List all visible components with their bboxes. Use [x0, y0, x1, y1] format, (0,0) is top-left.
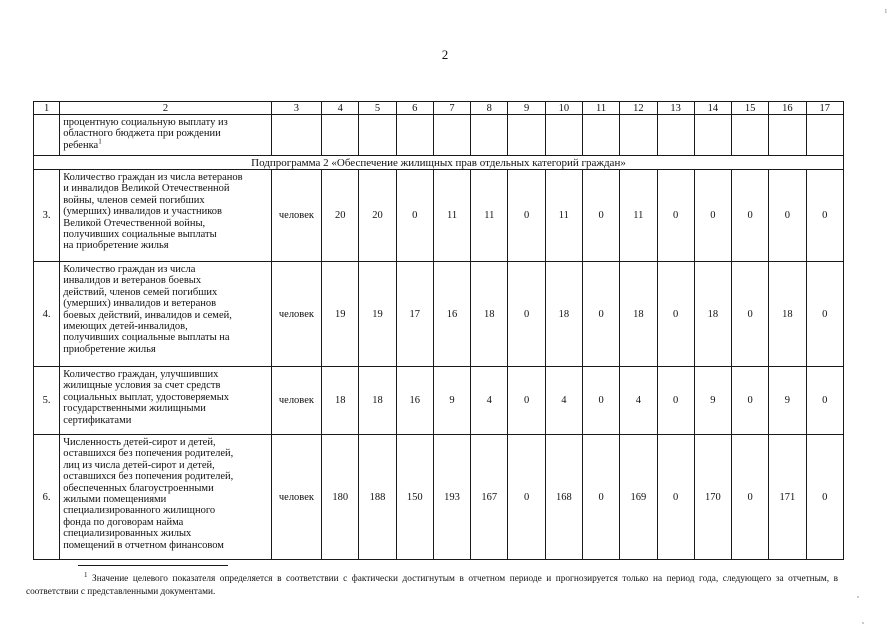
value-cell: 0 — [657, 435, 694, 560]
row-number-cell: 4. — [34, 262, 60, 367]
value-cell: 11 — [433, 170, 470, 262]
value-cell: 17 — [396, 262, 433, 367]
value-cell: 171 — [769, 435, 806, 560]
value-cell: 0 — [508, 435, 545, 560]
value-cell: 0 — [396, 170, 433, 262]
value-cell: 170 — [694, 435, 731, 560]
column-number-cell: 5 — [359, 102, 396, 115]
empty-value-cell — [806, 115, 843, 156]
indicator-name-line: фонда по договорам найма — [63, 516, 184, 528]
empty-value-cell — [694, 115, 731, 156]
empty-value-cell — [271, 115, 321, 156]
value-cell: 4 — [545, 367, 582, 435]
indicator-name-line: областного бюджета при рождении — [63, 128, 221, 140]
value-cell: 0 — [806, 170, 843, 262]
page-number: 2 — [441, 47, 449, 62]
value-cell: 0 — [508, 170, 545, 262]
value-cell: 188 — [359, 435, 396, 560]
subprogram-heading-row — [34, 156, 844, 170]
empty-value-cell — [545, 115, 582, 156]
unit-cell: человек — [271, 367, 321, 435]
indicator-name-line: Численность детей-сирот и детей, — [63, 437, 216, 448]
empty-value-cell — [508, 115, 545, 156]
indicator-name-line: специализированных жилых — [63, 528, 192, 540]
value-cell: 16 — [396, 367, 433, 435]
value-cell: 11 — [620, 170, 657, 262]
value-cell: 0 — [732, 435, 769, 560]
value-cell: 16 — [433, 262, 470, 367]
indicator-name-line: процентную социальную выплату из — [63, 117, 228, 128]
value-cell: 0 — [806, 367, 843, 435]
value-cell: 19 — [322, 262, 359, 367]
value-cell: 167 — [471, 435, 508, 560]
value-cell: 150 — [396, 435, 433, 560]
table-body — [34, 102, 844, 560]
column-number-row — [34, 102, 844, 115]
column-number-cell: 7 — [433, 102, 470, 115]
value-cell: 0 — [694, 170, 731, 262]
indicator-name-line: сертификатами — [63, 414, 132, 426]
value-cell: 19 — [359, 262, 396, 367]
indicator-name-line: государственными жилищными — [63, 403, 206, 415]
indicator-name-line: боевых действий, инвалидов и семей, — [63, 309, 232, 321]
empty-value-cell — [582, 115, 619, 156]
value-cell: 0 — [806, 435, 843, 560]
value-cell: 0 — [582, 262, 619, 367]
value-cell: 0 — [582, 367, 619, 435]
value-cell: 0 — [657, 367, 694, 435]
indicators-table — [33, 101, 844, 560]
value-cell: 0 — [732, 367, 769, 435]
value-cell: 4 — [620, 367, 657, 435]
indicator-name-line: оставшихся без попечения родителей, — [63, 448, 234, 460]
indicator-name-cell — [60, 115, 272, 156]
value-cell: 168 — [545, 435, 582, 560]
value-cell: 0 — [732, 262, 769, 367]
indicator-name-cell — [60, 367, 272, 435]
indicator-name-line: (умерших) инвалидов и ветеранов — [63, 298, 217, 310]
column-number-cell: 11 — [582, 102, 619, 115]
indicator-name-line: лиц из числа детей-сирот и детей, — [63, 459, 215, 471]
footnote-reference-mark: 1 — [98, 137, 102, 146]
value-cell: 0 — [657, 262, 694, 367]
value-cell: 0 — [508, 367, 545, 435]
value-cell: 180 — [322, 435, 359, 560]
empty-value-cell — [322, 115, 359, 156]
indicator-name-line: жилищные условия за счет средств — [63, 380, 221, 392]
indicators-table-wrapper — [33, 101, 844, 560]
footnote — [26, 570, 838, 599]
indicator-name-line: действий, членов семей погибших — [63, 286, 218, 298]
indicator-name-line: Великой Отечественной войны, — [63, 217, 206, 229]
continuation-row — [34, 115, 844, 156]
indicator-name-line: получивших социальные выплаты — [63, 229, 217, 241]
empty-value-cell — [732, 115, 769, 156]
empty-value-cell — [471, 115, 508, 156]
empty-value-cell — [396, 115, 433, 156]
indicator-name-line: войны, членов семей погибших — [63, 194, 205, 206]
indicator-name-cell — [60, 262, 272, 367]
unit-cell: человек — [271, 170, 321, 262]
indicator-name-line: получивших социальные выплаты на — [63, 332, 230, 344]
edge-mark: ı — [884, 6, 887, 15]
value-cell: 18 — [359, 367, 396, 435]
empty-value-cell — [769, 115, 806, 156]
indicator-name-line: оставшихся без попечения родителей, — [63, 471, 234, 483]
indicator-row — [34, 170, 844, 262]
value-cell: 0 — [582, 435, 619, 560]
footnote-text: Значение целевого показателя определяется в соответствии с фактически достигнутым в отчетном периоде и прогнозируется только на период года, следующего за отчетным, в соответствии с представленными документами. — [26, 574, 838, 597]
column-number-cell: 15 — [732, 102, 769, 115]
column-number-cell: 17 — [806, 102, 843, 115]
value-cell: 18 — [620, 262, 657, 367]
indicator-name-line: помещений в отчетном финансовом — [63, 539, 224, 551]
value-cell: 11 — [471, 170, 508, 262]
value-cell: 0 — [732, 170, 769, 262]
value-cell: 9 — [769, 367, 806, 435]
value-cell: 11 — [545, 170, 582, 262]
indicator-name-line: инвалидов и ветеранов боевых — [63, 275, 202, 287]
value-cell: 4 — [471, 367, 508, 435]
row-number-cell: 6. — [34, 435, 60, 560]
empty-value-cell — [657, 115, 694, 156]
value-cell: 20 — [359, 170, 396, 262]
value-cell: 18 — [545, 262, 582, 367]
column-number-cell: 13 — [657, 102, 694, 115]
row-number-cell — [34, 115, 60, 156]
footnote-mark: 1 — [84, 570, 88, 579]
indicator-name-line: социальных выплат, удостоверяемых — [63, 391, 230, 403]
column-number-cell: 2 — [60, 102, 272, 115]
value-cell: 0 — [657, 170, 694, 262]
indicator-name-line: имеющих детей-инвалидов, — [63, 321, 188, 333]
empty-value-cell — [433, 115, 470, 156]
column-number-cell: 9 — [508, 102, 545, 115]
unit-cell: человек — [271, 435, 321, 560]
scan-speck — [857, 596, 859, 598]
subprogram-title: Подпрограмма 2 «Обеспечение жилищных прав отдельных категорий граждан» — [34, 156, 844, 170]
indicator-name-line: Количество граждан, улучшивших — [63, 369, 219, 380]
empty-value-cell — [620, 115, 657, 156]
column-number-cell: 8 — [471, 102, 508, 115]
value-cell: 193 — [433, 435, 470, 560]
value-cell: 0 — [769, 170, 806, 262]
column-number-cell: 3 — [271, 102, 321, 115]
value-cell: 18 — [769, 262, 806, 367]
indicator-row — [34, 262, 844, 367]
indicator-name-line: (умерших) инвалидов и участников — [63, 206, 222, 218]
value-cell: 20 — [322, 170, 359, 262]
row-number-cell: 5. — [34, 367, 60, 435]
indicator-name-line: обеспеченных благоустроенными — [63, 482, 214, 494]
indicator-name-line: на приобретение жилья — [63, 240, 169, 252]
indicator-name-line: Количество граждан из числа ветеранов — [63, 172, 243, 183]
indicator-name-line: ребенка — [63, 139, 99, 151]
column-number-cell: 12 — [620, 102, 657, 115]
empty-value-cell — [359, 115, 396, 156]
value-cell: 0 — [508, 262, 545, 367]
value-cell: 0 — [582, 170, 619, 262]
value-cell: 9 — [433, 367, 470, 435]
column-number-cell: 1 — [34, 102, 60, 115]
scan-speck — [862, 622, 864, 624]
indicator-name-cell — [60, 435, 272, 560]
value-cell: 18 — [322, 367, 359, 435]
indicator-name-line: специализированного жилищного — [63, 505, 216, 517]
value-cell: 169 — [620, 435, 657, 560]
indicator-name-cell — [60, 170, 272, 262]
value-cell: 0 — [806, 262, 843, 367]
unit-cell: человек — [271, 262, 321, 367]
footnote-divider — [78, 565, 228, 566]
column-number-cell: 14 — [694, 102, 731, 115]
indicator-row — [34, 367, 844, 435]
row-number-cell: 3. — [34, 170, 60, 262]
column-number-cell: 10 — [545, 102, 582, 115]
indicator-row — [34, 435, 844, 560]
column-number-cell: 16 — [769, 102, 806, 115]
column-number-cell: 6 — [396, 102, 433, 115]
indicator-name-line: жилыми помещениями — [63, 494, 167, 506]
value-cell: 18 — [694, 262, 731, 367]
value-cell: 9 — [694, 367, 731, 435]
indicator-name-line: и инвалидов Великой Отечественной — [63, 183, 230, 195]
indicator-name-line: приобретение жилья — [63, 343, 156, 355]
indicator-name-line: Количество граждан из числа — [63, 264, 196, 275]
value-cell: 18 — [471, 262, 508, 367]
column-number-cell: 4 — [322, 102, 359, 115]
